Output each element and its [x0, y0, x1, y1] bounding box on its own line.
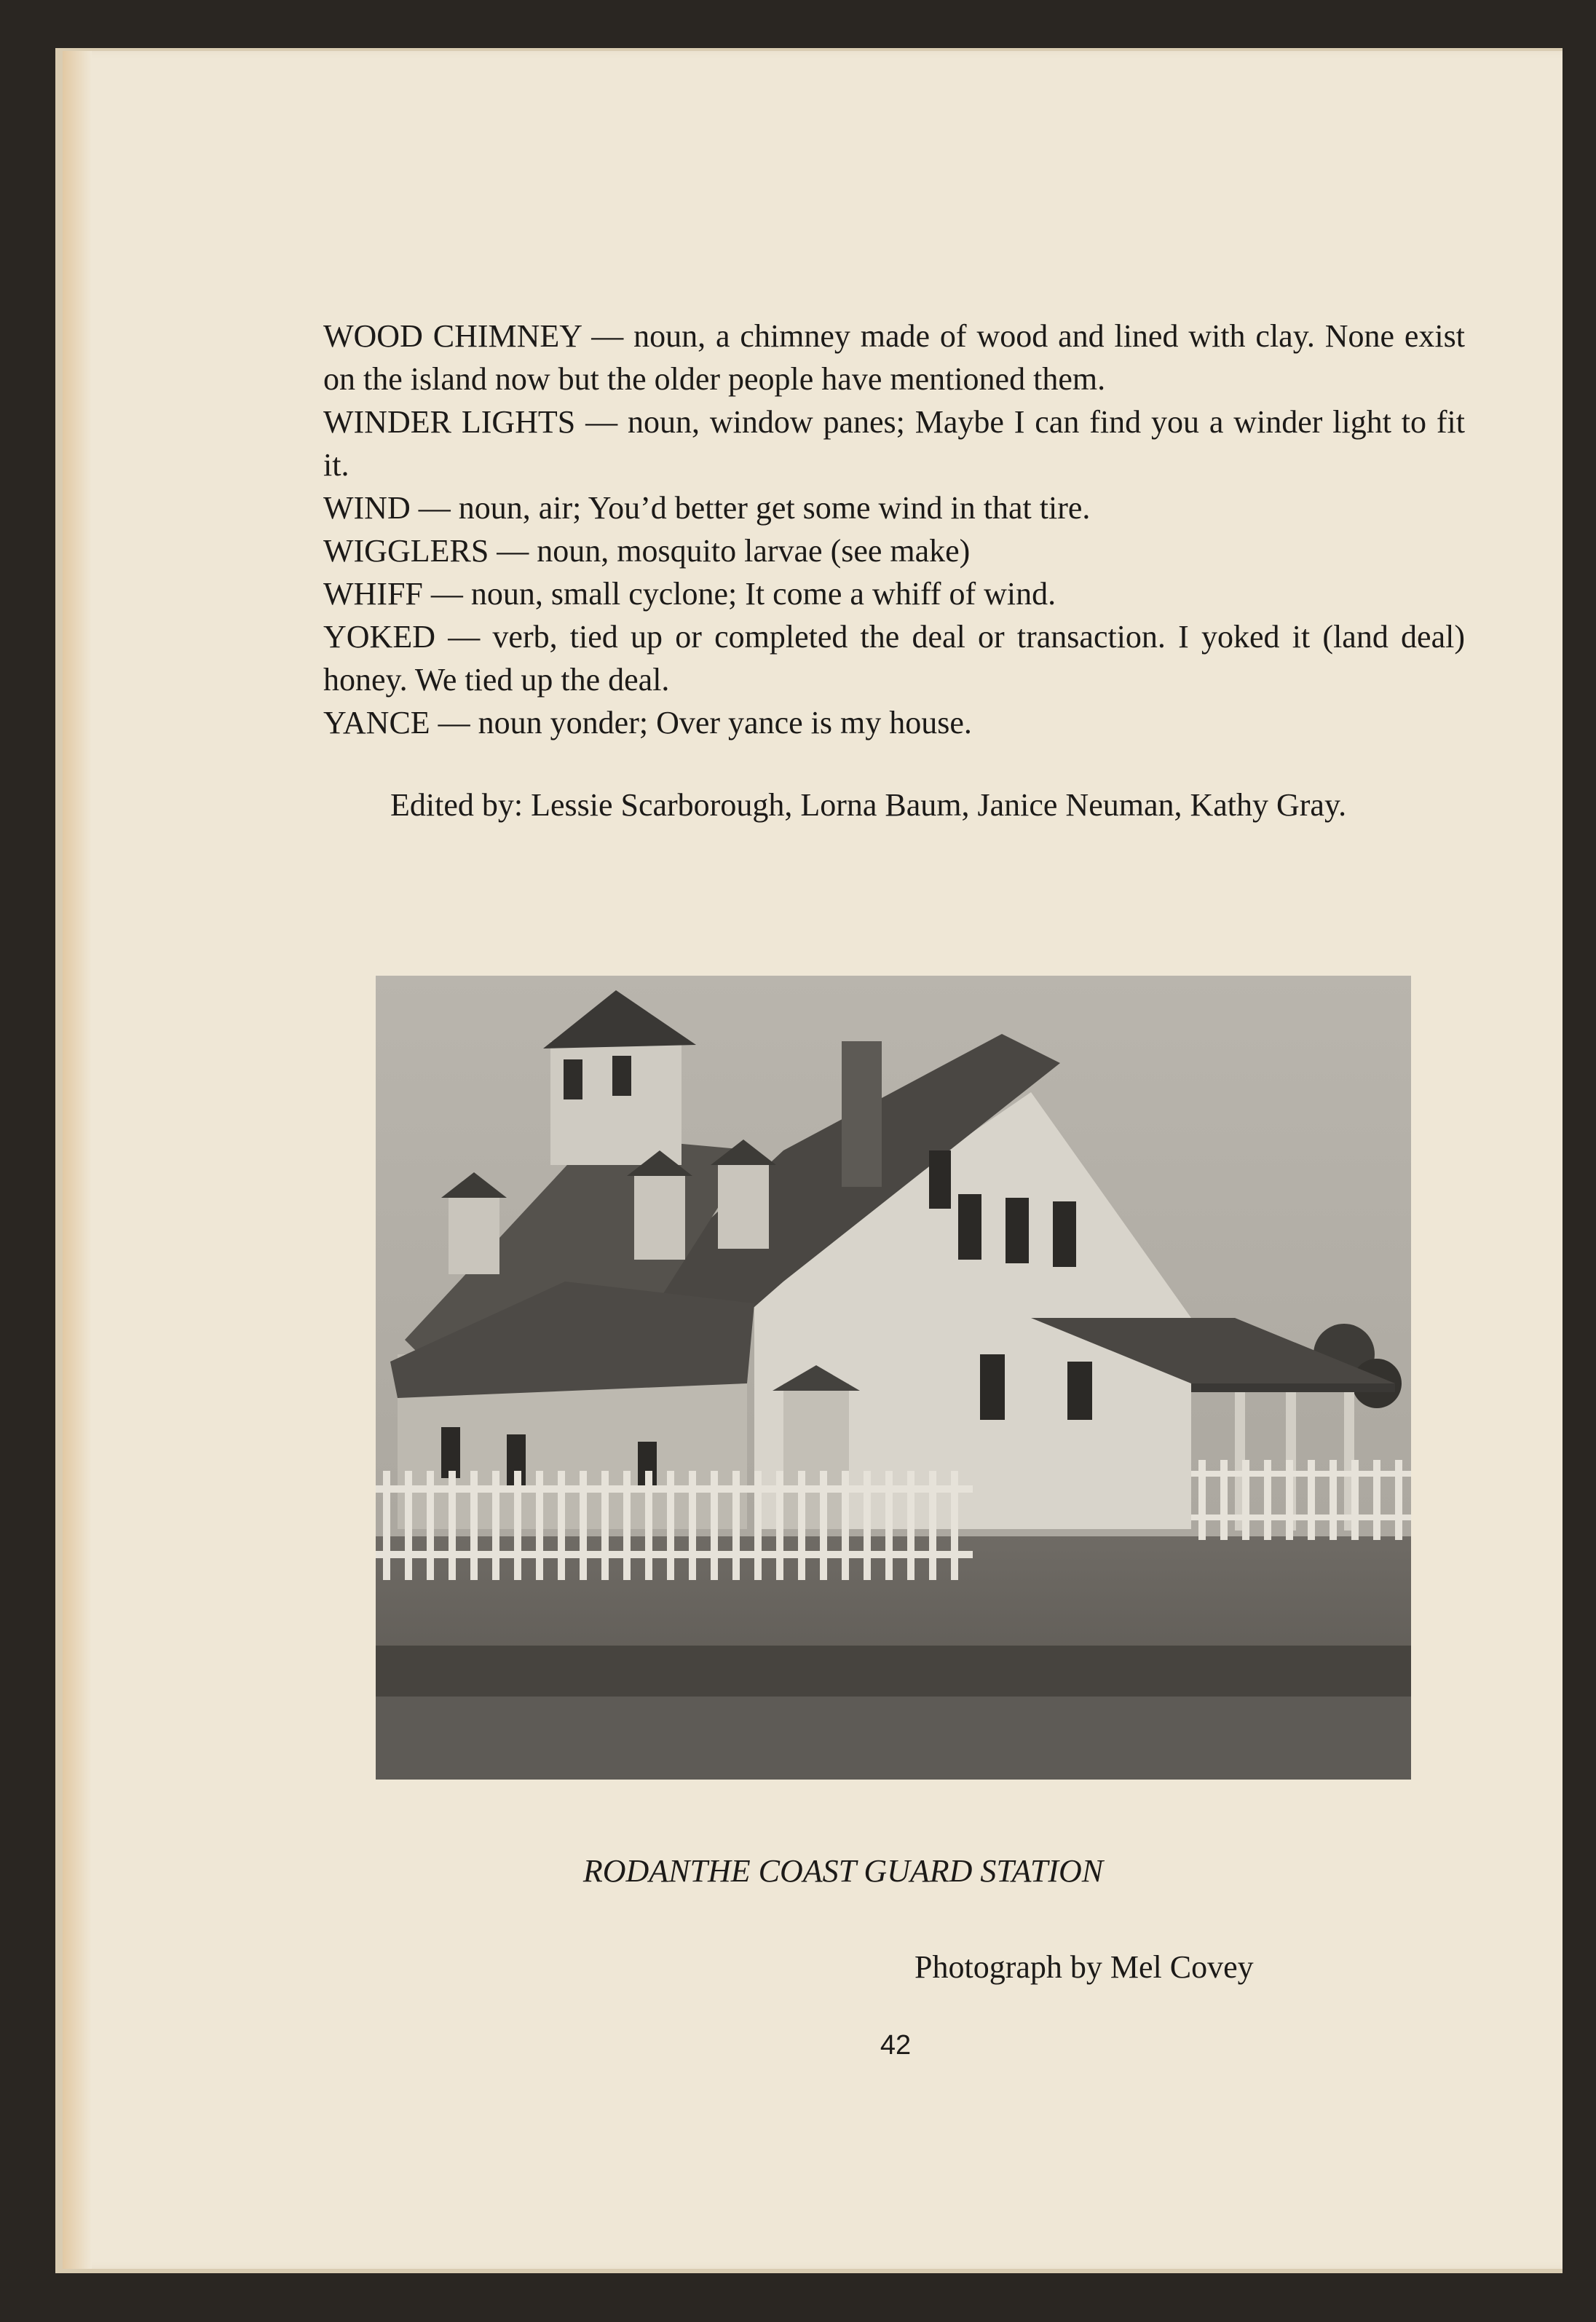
glossary-entry: WIND — noun, air; You’d better get some wind in that tire. [323, 490, 1091, 526]
glossary-entry: WINDER LIGHTS — noun, window panes; Maybe I can find you a winder light to fit it. [323, 404, 1465, 483]
photo-credit: Photograph by Mel Covey [914, 1949, 1254, 1985]
glossary-entry: WOOD CHIMNEY — noun, a chimney made of wood and lined with clay. None exist on the island now but the older people have mentioned them. [323, 318, 1465, 397]
page-number: 42 [880, 2030, 912, 2061]
station-photo-image [376, 976, 1411, 1780]
glossary-entry: YANCE — noun yonder; Over yance is my house. [323, 705, 972, 741]
glossary-entry: WHIFF — noun, small cyclone; It come a whiff of wind. [323, 576, 1056, 612]
photo-caption [0, 1852, 1596, 1889]
glossary-entries [323, 315, 1465, 744]
coast-guard-station-photo [376, 976, 1411, 1780]
glossary-entry: WIGGLERS — noun, mosquito larvae (see make) [323, 533, 971, 569]
photo-caption-text: RODANTHE COAST GUARD STATION [582, 1853, 1104, 1889]
page-gutter [63, 51, 92, 2269]
glossary-entry: YOKED — verb, tied up or completed the deal or transaction. I yoked it (land deal) honey. We tied up the deal. [323, 619, 1465, 698]
editors-credit: Edited by: Lessie Scarborough, Lorna Baum, Janice Neuman, Kathy Gray. [390, 787, 1347, 823]
